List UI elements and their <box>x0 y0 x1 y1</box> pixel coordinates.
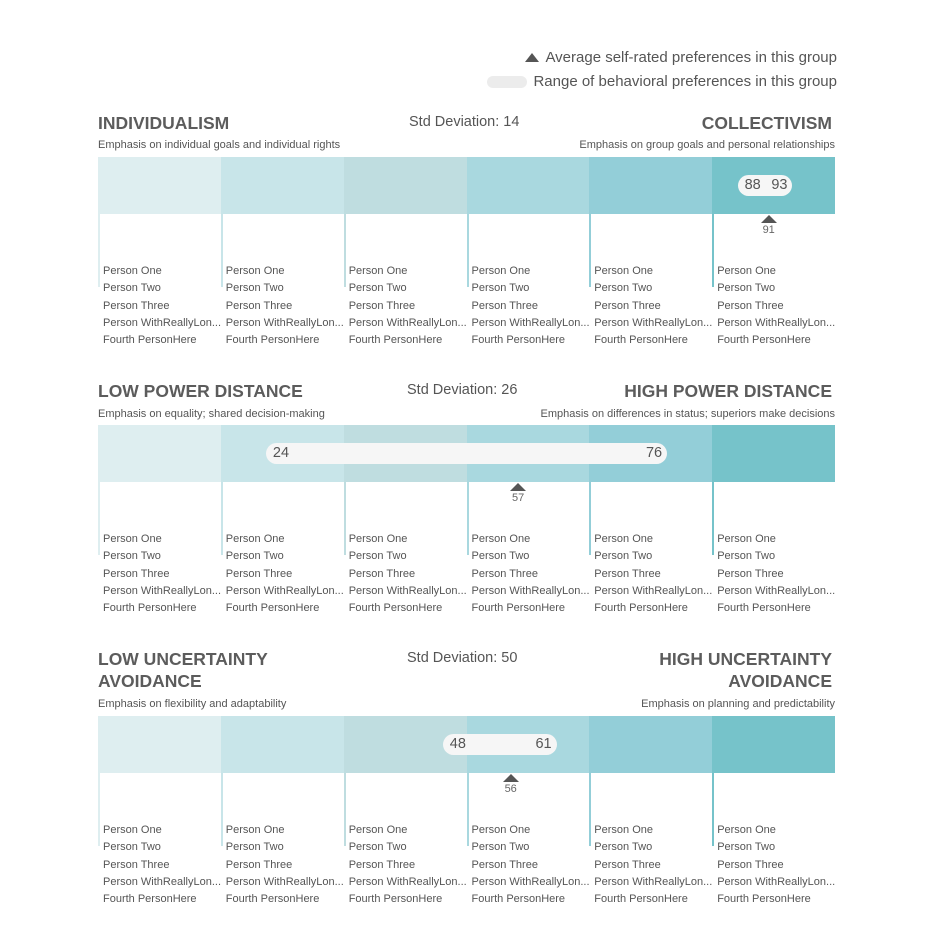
person-list <box>226 531 344 617</box>
scale-segment <box>712 716 835 773</box>
person-name: Person WithReallyLon... <box>717 584 836 597</box>
person-list <box>472 263 590 349</box>
person-name: Person One <box>348 265 408 277</box>
range-high-label: 93 <box>771 177 788 193</box>
column-divider <box>712 214 714 287</box>
average-value: 57 <box>511 492 525 504</box>
person-list <box>717 822 835 908</box>
description-left: Emphasis on equality; shared decision-making <box>98 408 325 420</box>
person-name: Person Two <box>225 550 284 563</box>
person-list <box>472 531 590 617</box>
person-list <box>594 531 712 617</box>
person-name: Fourth PersonHere <box>225 334 320 347</box>
person-name: Person Two <box>103 282 161 295</box>
person-name: Person WithReallyLon... <box>471 875 590 888</box>
average-value: 56 <box>504 783 517 795</box>
person-name: Person WithReallyLon... <box>103 875 221 888</box>
title-left: INDIVIDUALISM <box>98 113 230 133</box>
person-list <box>349 531 467 617</box>
scale-segment <box>589 157 712 214</box>
scale-segment <box>221 157 344 214</box>
person-name: Fourth PersonHere <box>717 334 811 347</box>
person-name: Person One <box>471 824 531 836</box>
person-name: Person Three <box>717 299 784 312</box>
person-name: Person Two <box>103 550 161 563</box>
average-value: 91 <box>762 224 775 236</box>
scale-segment <box>98 425 221 482</box>
range-low-label: 48 <box>449 736 466 752</box>
person-name: Person One <box>103 265 162 277</box>
std-deviation: Std Deviation: 14 <box>409 114 520 130</box>
person-name: Person Three <box>471 567 538 580</box>
column-divider <box>712 482 714 555</box>
person-name: Person WithReallyLon... <box>225 584 344 597</box>
person-name: Fourth PersonHere <box>348 334 443 347</box>
column-divider <box>221 773 223 846</box>
person-name: Person WithReallyLon... <box>348 316 467 329</box>
description-right: Emphasis on planning and predictability <box>641 698 835 710</box>
person-name: Person Three <box>471 299 538 312</box>
person-name: Fourth PersonHere <box>225 602 320 615</box>
range-low-label: 88 <box>744 177 761 193</box>
std-deviation: Std Deviation: 26 <box>407 382 518 398</box>
scale-segment <box>589 716 712 773</box>
pill-icon <box>487 76 527 88</box>
person-name: Person Three <box>103 299 170 312</box>
person-name: Fourth PersonHere <box>717 893 811 906</box>
legend-range-label: Range of behavioral preferences in this group <box>533 73 837 90</box>
person-name: Person WithReallyLon... <box>471 316 590 329</box>
person-name: Person WithReallyLon... <box>348 875 467 888</box>
person-name: Person Three <box>594 858 661 871</box>
person-name: Person One <box>471 265 531 277</box>
person-name: Person Two <box>225 841 284 854</box>
person-name: Person One <box>103 533 162 545</box>
person-name: Person Two <box>225 282 284 295</box>
scale-segment <box>712 425 835 482</box>
person-name: Person Three <box>225 567 293 580</box>
title-left: LOW UNCERTAINTY AVOIDANCE <box>98 649 268 691</box>
person-name: Fourth PersonHere <box>225 893 320 906</box>
column-divider <box>98 214 100 287</box>
person-name: Person WithReallyLon... <box>103 584 221 597</box>
person-name: Fourth PersonHere <box>103 602 197 615</box>
person-name: Person One <box>594 265 653 277</box>
person-name: Fourth PersonHere <box>103 334 197 347</box>
person-name: Person Two <box>348 282 407 295</box>
person-list <box>103 263 221 349</box>
person-name: Person WithReallyLon... <box>471 584 590 597</box>
person-name: Person One <box>471 533 531 545</box>
person-name: Person Three <box>471 858 538 871</box>
person-name: Person Three <box>717 567 784 580</box>
person-name: Person Three <box>348 567 416 580</box>
column-divider <box>712 773 714 846</box>
person-list <box>103 822 221 908</box>
person-name: Fourth PersonHere <box>471 334 566 347</box>
title-right: HIGH POWER DISTANCE <box>624 381 832 401</box>
scale-segment <box>98 716 221 773</box>
average-marker <box>510 483 526 491</box>
std-deviation: Std Deviation: 50 <box>407 650 518 666</box>
scale-bar <box>98 157 835 214</box>
column-divider <box>467 482 469 555</box>
person-name: Person Two <box>348 550 407 563</box>
person-name: Person Three <box>103 567 170 580</box>
person-name: Person WithReallyLon... <box>594 316 713 329</box>
person-name: Person One <box>225 824 285 836</box>
person-name: Person One <box>594 533 653 545</box>
person-name: Person One <box>594 824 653 836</box>
person-name: Fourth PersonHere <box>348 893 443 906</box>
person-name: Person WithReallyLon... <box>103 316 221 329</box>
person-list <box>349 263 467 349</box>
person-name: Fourth PersonHere <box>717 602 811 615</box>
column-divider <box>589 214 591 287</box>
person-list <box>717 531 835 617</box>
person-name: Person Three <box>594 567 661 580</box>
person-name: Person WithReallyLon... <box>348 584 467 597</box>
person-name: Person Two <box>717 841 776 854</box>
legend-average <box>525 49 837 66</box>
column-divider <box>589 482 591 555</box>
column-divider <box>221 214 223 287</box>
person-list <box>717 263 835 349</box>
dimension-section <box>98 112 835 382</box>
person-name: Person Two <box>471 841 530 854</box>
person-name: Person Two <box>348 841 407 854</box>
person-name: Fourth PersonHere <box>594 334 688 347</box>
person-name: Person One <box>225 533 285 545</box>
person-name: Person Two <box>471 550 530 563</box>
person-name: Person Three <box>103 858 170 871</box>
description-left: Emphasis on individual goals and individual rights <box>98 139 341 151</box>
person-name: Person Three <box>348 858 416 871</box>
range-high-label: 76 <box>645 445 663 461</box>
person-name: Fourth PersonHere <box>103 893 197 906</box>
column-divider <box>221 482 223 555</box>
column-divider <box>467 773 469 846</box>
person-name: Fourth PersonHere <box>594 893 688 906</box>
person-name: Person Two <box>717 282 776 295</box>
dimension-section <box>98 380 835 650</box>
person-name: Person Three <box>594 299 661 312</box>
title-right: COLLECTIVISM <box>701 113 832 133</box>
description-right: Emphasis on differences in status; superiors make decisions <box>540 408 835 420</box>
person-name: Person WithReallyLon... <box>594 584 713 597</box>
person-name: Person One <box>103 824 162 836</box>
scale-segment <box>467 157 590 214</box>
column-divider <box>98 773 100 846</box>
legend-range <box>487 73 837 90</box>
column-divider <box>344 214 346 287</box>
person-name: Fourth PersonHere <box>471 893 566 906</box>
person-name: Person One <box>348 824 408 836</box>
column-divider <box>344 482 346 555</box>
column-divider <box>467 214 469 287</box>
person-list <box>472 822 590 908</box>
description-left: Emphasis on flexibility and adaptability <box>98 698 287 710</box>
person-name: Person Three <box>225 299 293 312</box>
column-divider <box>98 482 100 555</box>
range-high-label: 61 <box>535 736 552 752</box>
range-pill <box>738 175 793 196</box>
person-name: Person WithReallyLon... <box>225 316 344 329</box>
person-name: Person WithReallyLon... <box>594 875 713 888</box>
person-name: Person Two <box>594 550 653 563</box>
person-list <box>103 531 221 617</box>
person-list <box>594 263 712 349</box>
person-list <box>349 822 467 908</box>
description-right: Emphasis on group goals and personal relationships <box>579 139 835 151</box>
person-name: Person One <box>717 824 776 836</box>
scale-bar <box>98 716 835 773</box>
average-marker <box>761 215 777 223</box>
person-name: Person Two <box>103 841 161 854</box>
person-name: Person Three <box>225 858 293 871</box>
person-name: Person Three <box>348 299 416 312</box>
title-left: LOW POWER DISTANCE <box>98 381 303 401</box>
dimension-section <box>98 648 835 918</box>
person-name: Person Two <box>471 282 530 295</box>
person-name: Person WithReallyLon... <box>717 316 836 329</box>
person-name: Fourth PersonHere <box>471 602 566 615</box>
person-name: Person WithReallyLon... <box>225 875 344 888</box>
person-name: Person One <box>717 533 776 545</box>
column-divider <box>344 773 346 846</box>
scale-bar <box>98 425 835 482</box>
range-pill <box>266 443 667 464</box>
person-list <box>594 822 712 908</box>
person-name: Person One <box>717 265 776 277</box>
scale-segment <box>221 716 344 773</box>
person-list <box>226 263 344 349</box>
range-pill <box>443 734 557 755</box>
person-name: Person Three <box>717 858 784 871</box>
average-marker <box>503 774 519 782</box>
triangle-up-icon <box>525 53 539 62</box>
person-name: Person WithReallyLon... <box>717 875 836 888</box>
scale-segment <box>98 157 221 214</box>
scale-segment <box>344 157 467 214</box>
legend-average-label: Average self-rated preferences in this group <box>545 49 837 66</box>
title-right: HIGH UNCERTAINTY AVOIDANCE <box>659 649 832 691</box>
person-name: Fourth PersonHere <box>594 602 688 615</box>
person-list <box>226 822 344 908</box>
person-name: Person Two <box>594 841 653 854</box>
person-name: Person Two <box>594 282 653 295</box>
person-name: Person Two <box>717 550 776 563</box>
range-low-label: 24 <box>272 445 290 461</box>
column-divider <box>589 773 591 846</box>
person-name: Fourth PersonHere <box>348 602 443 615</box>
person-name: Person One <box>225 265 285 277</box>
person-name: Person One <box>348 533 408 545</box>
